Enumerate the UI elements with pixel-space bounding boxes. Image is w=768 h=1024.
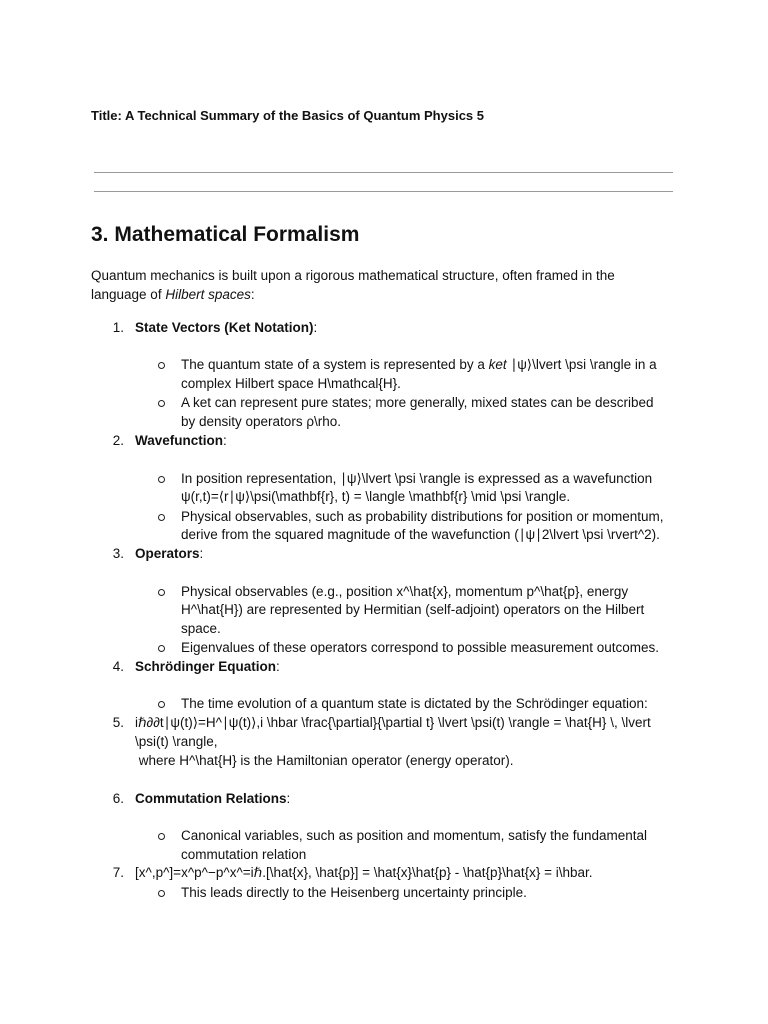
item-title-suffix: : xyxy=(276,659,280,674)
equation-line: \psi(t) \rangle, xyxy=(135,734,218,749)
bullet-line xyxy=(181,356,657,374)
list-number: 1. xyxy=(112,320,124,335)
equation-line: [x^,p^]=x^p^−p^x^=iℏ.[\hat{x}, \hat{p}] = \hat{x}\hat{p} - \hat{p}\hat{x} = i\hbar. xyxy=(135,865,593,880)
list-item-title xyxy=(135,432,227,450)
list-number: 4. xyxy=(112,659,124,674)
intro-emphasis: Hilbert spaces xyxy=(165,287,251,302)
intro-text: Quantum mechanics is built upon a rigorous mathematical structure, often framed in the language of xyxy=(91,268,615,302)
bullet-line: Canonical variables, such as position and momentum, satisfy the fundamental xyxy=(181,828,648,843)
bullet-text: The quantum state of a system is represented by a xyxy=(181,357,489,372)
list-item-title xyxy=(135,545,203,563)
equation-line: iℏ∂∂t∣ψ(t)⟩=H^∣ψ(t)⟩,i \hbar \frac{\partial}{\partial t} \lvert \psi(t) \rangle = \hat{H} \, \lvert xyxy=(135,715,651,730)
bullet-line: In position representation, ∣ψ⟩\lvert \psi \rangle is expressed as a wavefunction xyxy=(181,471,653,486)
hollow-bullet-icon xyxy=(158,833,165,840)
horizontal-rule xyxy=(94,172,673,173)
bullet-line: space. xyxy=(181,621,221,636)
bullet-line: commutation relation xyxy=(181,847,307,862)
hollow-bullet-icon xyxy=(158,514,165,521)
list-number: 7. xyxy=(112,865,124,880)
hollow-bullet-icon xyxy=(158,645,165,652)
bullet-line: Physical observables (e.g., position x^\hat{x}, momentum p^\hat{p}, energy xyxy=(181,584,629,599)
hollow-bullet-icon xyxy=(158,362,165,369)
list-number: 5. xyxy=(112,715,124,730)
intro-paragraph xyxy=(91,266,651,304)
item-title-suffix: : xyxy=(223,433,227,448)
bullet-line: This leads directly to the Heisenberg uncertainty principle. xyxy=(181,885,527,900)
hollow-bullet-icon xyxy=(158,701,165,708)
hollow-bullet-icon xyxy=(158,476,165,483)
list-number: 3. xyxy=(112,546,124,561)
bullet-text: ∣ψ⟩\lvert \psi \rangle in a xyxy=(506,357,657,372)
list-number: 6. xyxy=(112,791,124,806)
list-item-title xyxy=(135,790,290,808)
list-item-title xyxy=(135,319,317,337)
bullet-line: A ket can represent pure states; more generally, mixed states can be described xyxy=(181,395,654,410)
item-title-text: Commutation Relations xyxy=(135,791,287,806)
item-title-text: Schrödinger Equation xyxy=(135,659,277,674)
bullet-line: H^\hat{H}) are represented by Hermitian (self-adjoint) operators on the Hilbert xyxy=(181,602,645,617)
bullet-line: derive from the squared magnitude of the wavefunction (∣ψ∣2\lvert \psi \rvert^2). xyxy=(181,527,660,542)
item-title-suffix: : xyxy=(286,791,291,806)
hollow-bullet-icon xyxy=(158,890,165,897)
list-number: 2. xyxy=(112,433,124,448)
bullet-line: The time evolution of a quantum state is dictated by the Schrödinger equation: xyxy=(181,696,648,711)
bullet-line: ψ(r,t)=⟨r∣ψ⟩\psi(\mathbf{r}, t) = \langle \mathbf{r} \mid \psi \rangle. xyxy=(181,489,571,504)
bullet-line: by density operators ρ\rho. xyxy=(181,414,342,429)
item-title-text: Operators xyxy=(135,546,200,561)
bullet-line: Physical observables, such as probability distributions for position or momentum, xyxy=(181,509,664,524)
list-item-title xyxy=(135,658,280,676)
hollow-bullet-icon xyxy=(158,400,165,407)
horizontal-rule xyxy=(94,191,673,192)
hollow-bullet-icon xyxy=(158,589,165,596)
document-title: Title: A Technical Summary of the Basics of Quantum Physics 5 xyxy=(91,108,484,123)
section-heading: 3. Mathematical Formalism xyxy=(91,223,360,246)
item-title-text: State Vectors (Ket Notation) xyxy=(135,320,314,335)
item-title-suffix: : xyxy=(199,546,204,561)
bullet-emphasis: ket xyxy=(488,357,507,372)
item-title-suffix: : xyxy=(313,320,318,335)
bullet-line: complex Hilbert space H\mathcal{H}. xyxy=(181,376,401,391)
item-title-text: Wavefunction xyxy=(135,433,224,448)
bullet-line: Eigenvalues of these operators correspond to possible measurement outcomes. xyxy=(181,640,660,655)
intro-suffix: : xyxy=(250,287,255,302)
equation-note: where H^\hat{H} is the Hamiltonian operator (energy operator). xyxy=(135,753,514,768)
